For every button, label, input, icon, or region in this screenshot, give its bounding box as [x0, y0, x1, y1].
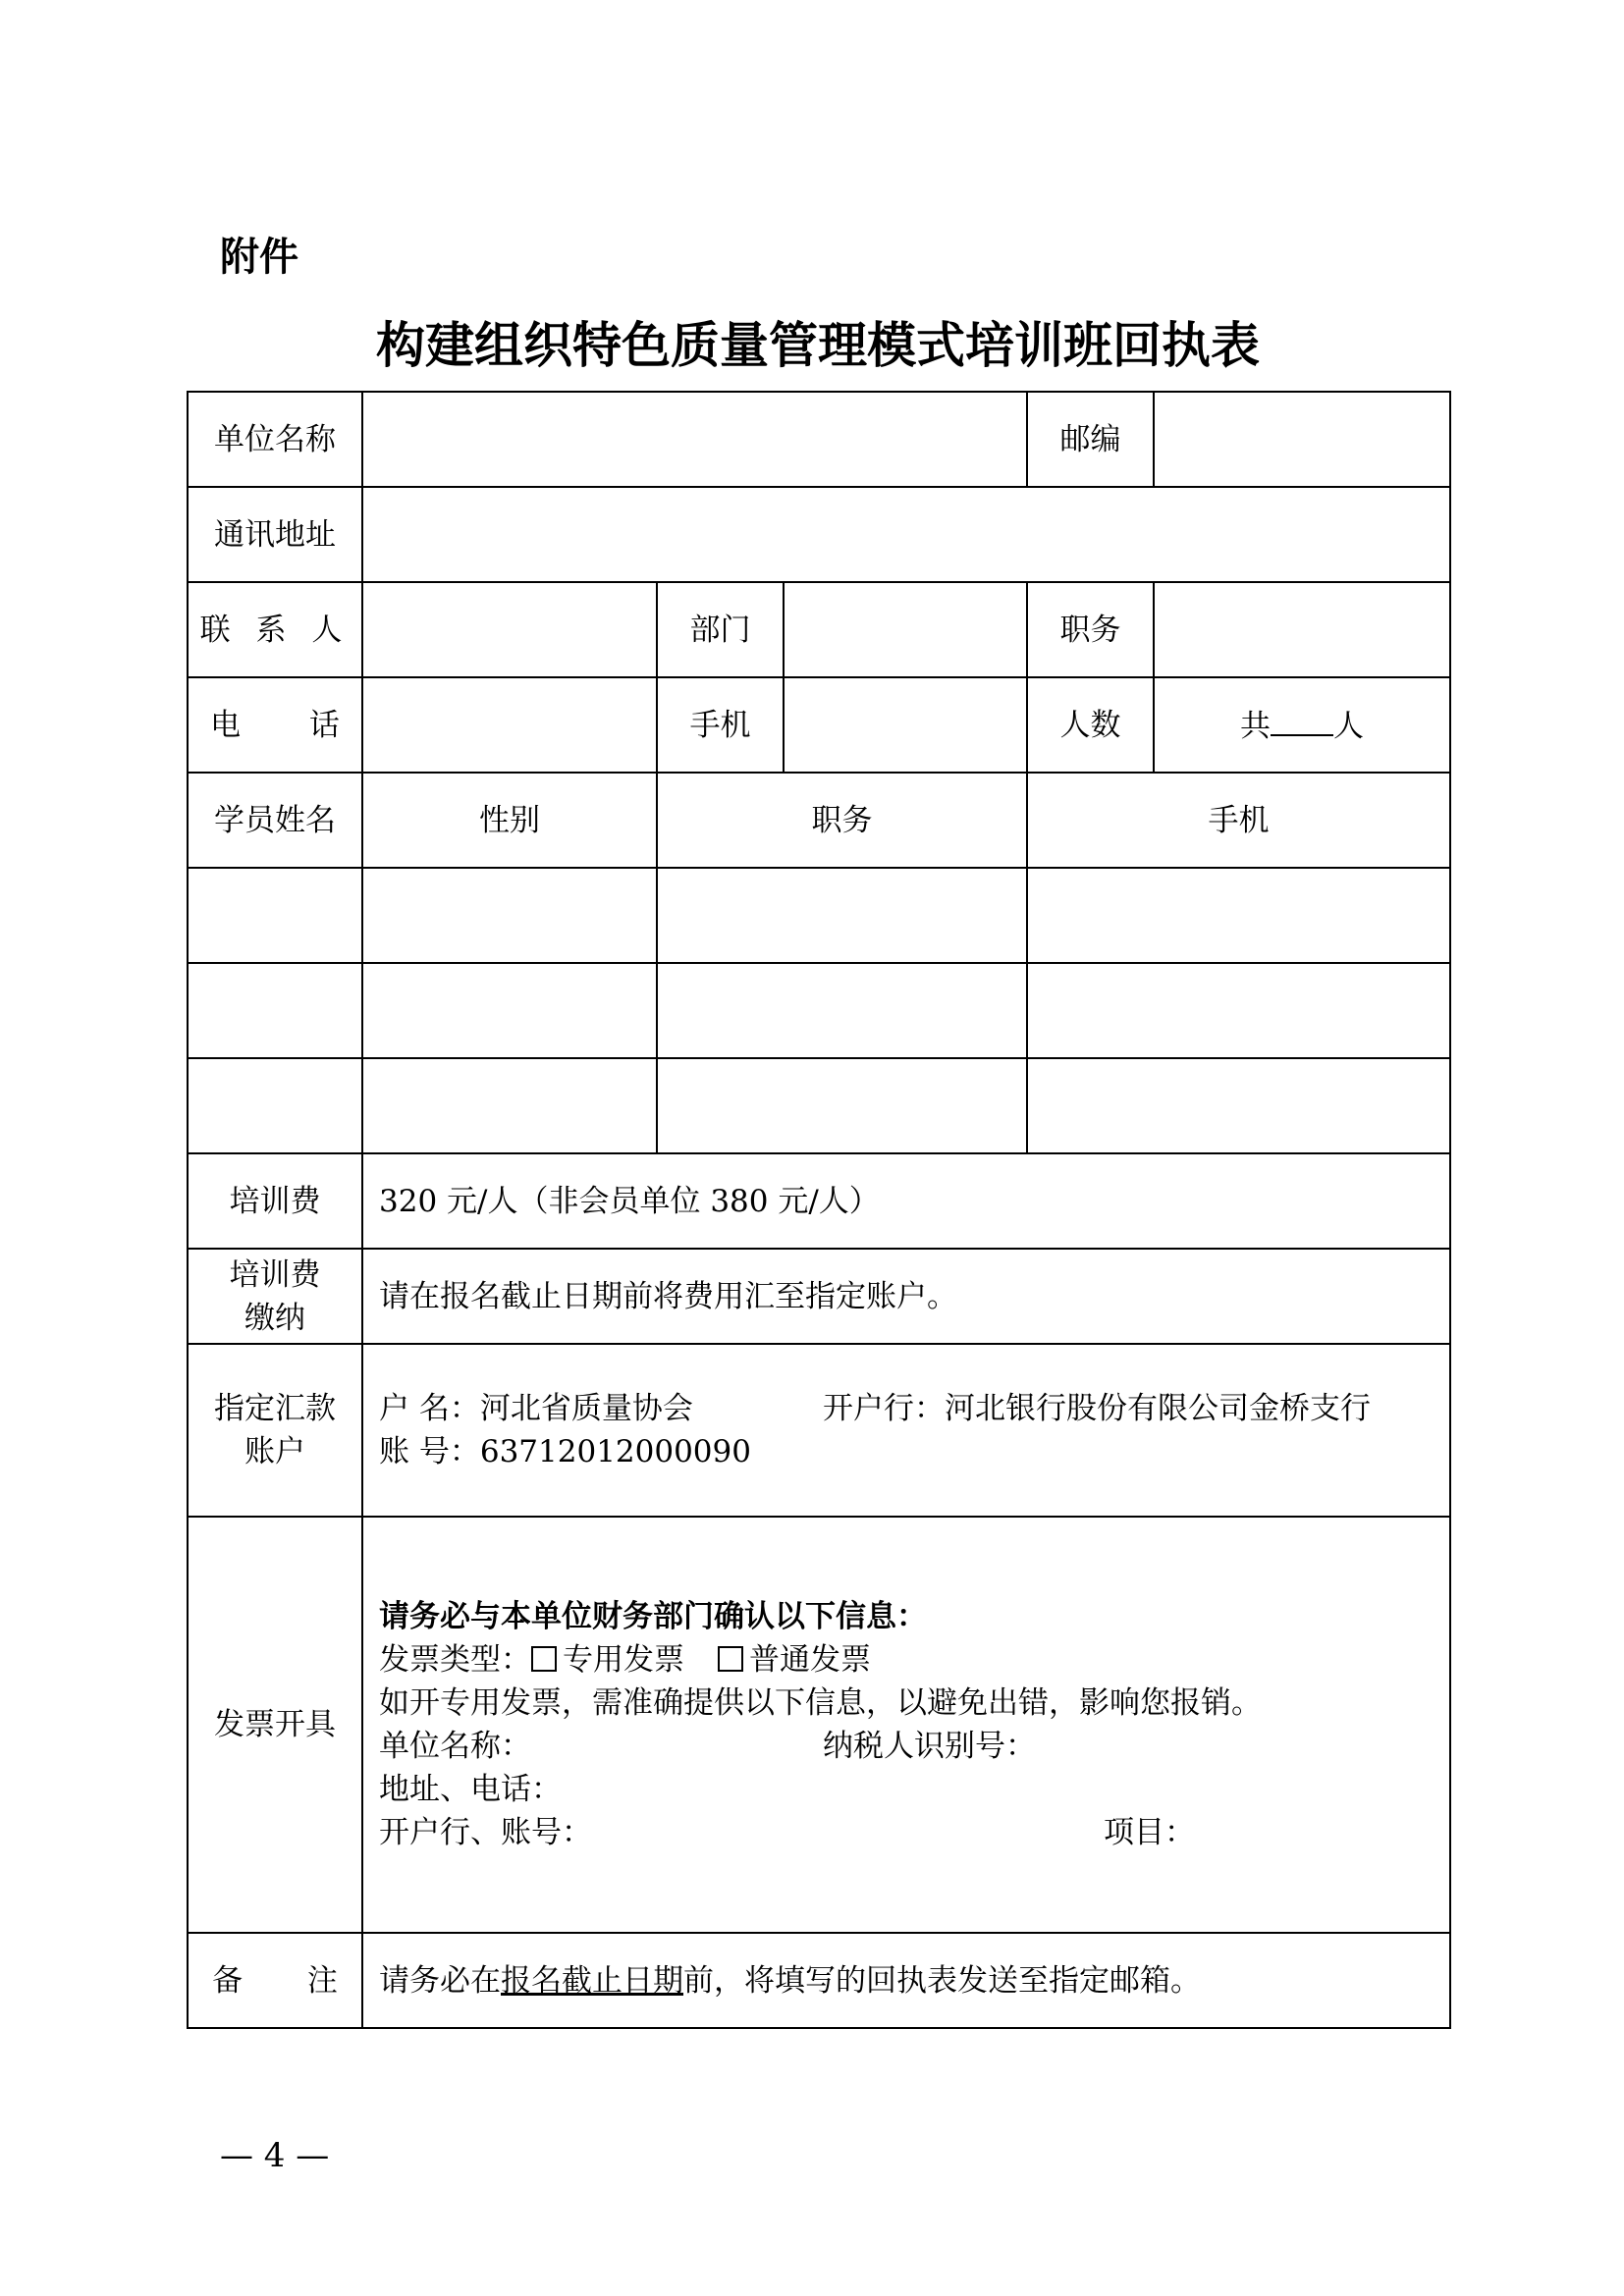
student-mobile-header: 手机	[1027, 773, 1450, 868]
student-position-cell[interactable]	[657, 868, 1027, 963]
invoice-label: 发票开具	[188, 1517, 362, 1933]
mobile-label: 手机	[657, 677, 784, 773]
address-label: 通讯地址	[188, 487, 362, 582]
row-student-header	[188, 773, 1450, 868]
student-mobile-cell[interactable]	[1027, 1058, 1450, 1153]
fee-label: 培训费	[188, 1153, 362, 1249]
form-title: 构建组织特色质量管理模式培训班回执表	[376, 316, 1260, 374]
phone-field[interactable]	[362, 677, 657, 773]
row-contact	[188, 582, 1450, 677]
remarks-deadline: 报名截止日期	[501, 1962, 683, 1999]
account-line1	[379, 1387, 1449, 1430]
headcount-suffix: 人	[1333, 708, 1365, 744]
postcode-label: 邮编	[1027, 392, 1154, 487]
row-unit	[188, 392, 1450, 487]
invoice-heading: 请务必与本单位财务部门确认以下信息：	[379, 1599, 927, 1634]
student-position-cell[interactable]	[657, 1058, 1027, 1153]
invoice-type-line	[379, 1638, 1449, 1682]
student-position-cell[interactable]	[657, 963, 1027, 1058]
student-name-cell[interactable]	[188, 1058, 362, 1153]
row-address	[188, 487, 1450, 582]
phone-label: 电 话	[188, 677, 362, 773]
fee-payment-label-line1: 培训费	[229, 1256, 321, 1293]
headcount-blank[interactable]	[1271, 703, 1333, 736]
invoice-bank-line	[379, 1811, 1449, 1854]
student-mobile-cell[interactable]	[1027, 963, 1450, 1058]
student-name-header: 学员姓名	[188, 773, 362, 868]
special-invoice-option: 专用发票	[563, 1642, 684, 1678]
invoice-address-phone: 地址、电话：	[379, 1772, 562, 1807]
contact-label: 联 系 人	[188, 582, 362, 677]
page-number: — 4 —	[220, 2136, 330, 2175]
invoice-type-label: 发票类型：	[379, 1642, 531, 1678]
position-field[interactable]	[1154, 582, 1450, 677]
row-account	[188, 1344, 1450, 1517]
student-gender-cell[interactable]	[362, 963, 657, 1058]
student-position-header: 职务	[657, 773, 1027, 868]
invoice-note: 如开专用发票，需准确提供以下信息，以避免出错，影响您报销。	[379, 1685, 1262, 1721]
headcount-label: 人数	[1027, 677, 1154, 773]
row-phone	[188, 677, 1450, 773]
headcount-field[interactable]	[1154, 677, 1450, 773]
student-gender-cell[interactable]	[362, 868, 657, 963]
row-fee-payment	[188, 1249, 1450, 1344]
account-label-line1: 指定汇款	[214, 1391, 336, 1426]
remarks-value	[362, 1933, 1450, 2028]
student-row	[188, 1058, 1450, 1153]
invoice-taxpayer-id: 纳税人识别号：	[823, 1729, 1036, 1764]
postcode-field[interactable]	[1154, 392, 1450, 487]
student-name-cell[interactable]	[188, 868, 362, 963]
fee-payment-label-line2: 缴纳	[244, 1300, 305, 1336]
position-label: 职务	[1027, 582, 1154, 677]
invoice-bank-account: 开户行、账号：	[379, 1815, 592, 1850]
remarks-prefix: 请务必在	[379, 1962, 501, 1999]
account-details	[362, 1344, 1450, 1517]
row-invoice	[188, 1517, 1450, 1933]
annex-label: 附件	[220, 235, 298, 280]
account-bank: 开户行：河北银行股份有限公司金桥支行	[823, 1391, 1371, 1426]
account-number: 账 号：63712012000090	[379, 1434, 751, 1469]
registration-form-table	[187, 391, 1451, 2029]
special-invoice-checkbox[interactable]	[531, 1646, 557, 1672]
student-row	[188, 868, 1450, 963]
address-field[interactable]	[362, 487, 1450, 582]
contact-field[interactable]	[362, 582, 657, 677]
fee-value: 320 元/人（非会员单位 380 元/人）	[362, 1153, 1450, 1249]
remarks-suffix: 前，将填写的回执表发送至指定邮箱。	[683, 1962, 1201, 1999]
headcount-prefix: 共	[1240, 708, 1272, 744]
row-fee	[188, 1153, 1450, 1249]
regular-invoice-option: 普通发票	[749, 1642, 871, 1678]
remarks-label: 备 注	[188, 1933, 362, 2028]
student-gender-cell[interactable]	[362, 1058, 657, 1153]
unit-name-field[interactable]	[362, 392, 1027, 487]
row-remarks	[188, 1933, 1450, 2028]
invoice-details	[362, 1517, 1450, 1933]
gender-header: 性别	[362, 773, 657, 868]
fee-payment-value: 请在报名截止日期前将费用汇至指定账户。	[362, 1249, 1450, 1344]
invoice-unit-line	[379, 1725, 1449, 1768]
fee-payment-label	[188, 1249, 362, 1344]
invoice-item: 项目：	[1104, 1815, 1195, 1850]
invoice-unit-name: 单位名称：	[379, 1729, 531, 1764]
account-name: 户 名：河北省质量协会	[379, 1391, 693, 1426]
department-field[interactable]	[784, 582, 1027, 677]
student-row	[188, 963, 1450, 1058]
student-mobile-cell[interactable]	[1027, 868, 1450, 963]
account-label-line2: 账户	[244, 1434, 305, 1469]
department-label: 部门	[657, 582, 784, 677]
student-name-cell[interactable]	[188, 963, 362, 1058]
account-label	[188, 1344, 362, 1517]
regular-invoice-checkbox[interactable]	[718, 1646, 743, 1672]
mobile-field[interactable]	[784, 677, 1027, 773]
unit-name-label: 单位名称	[188, 392, 362, 487]
